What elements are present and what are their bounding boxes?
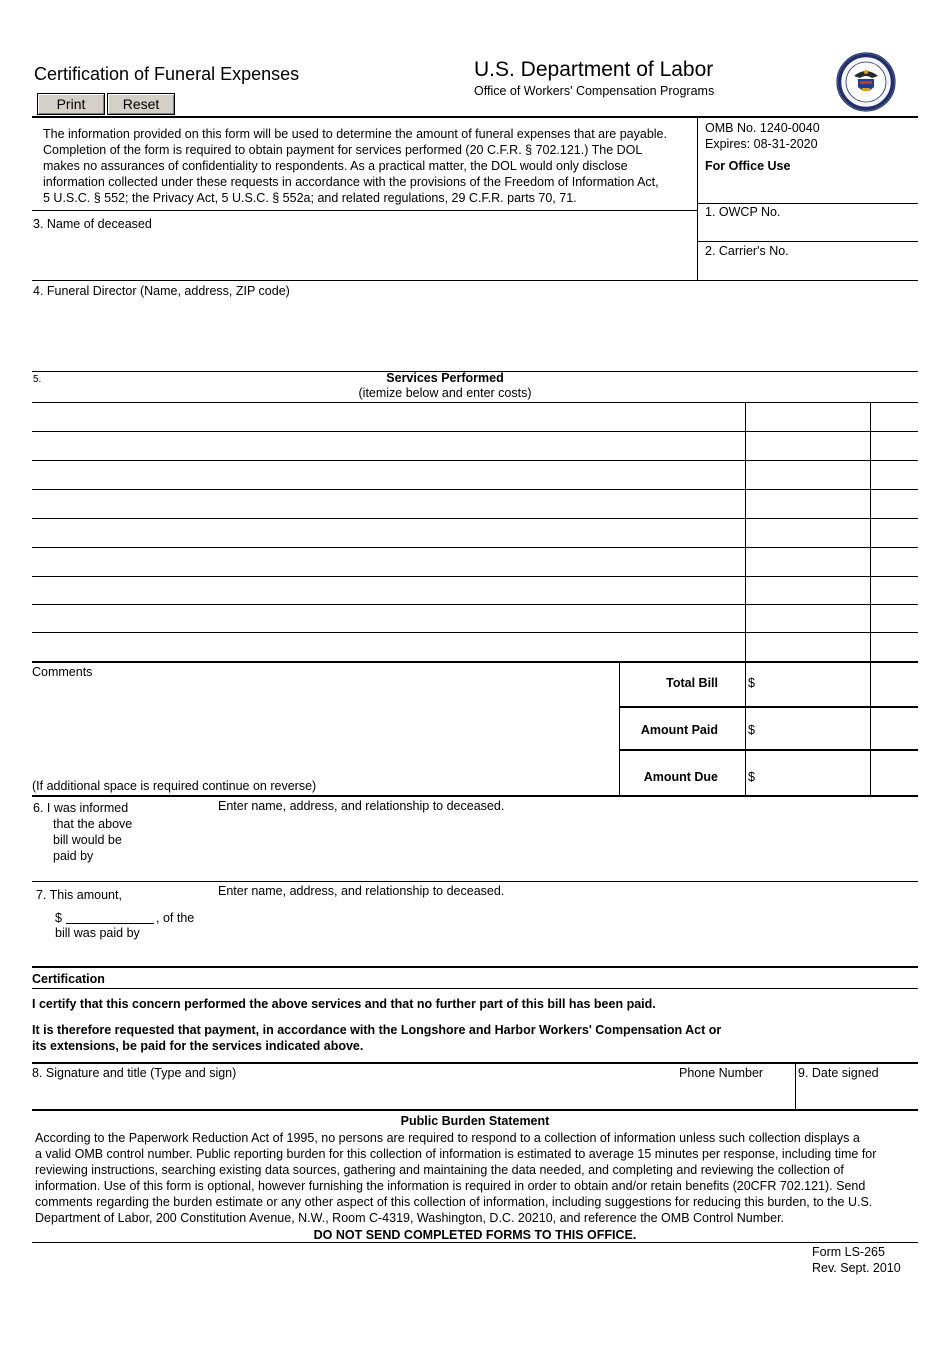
funeral-director-input[interactable] bbox=[40, 302, 910, 366]
print-button[interactable]: Print bbox=[37, 93, 105, 115]
amount-paid-text: Amount Paid bbox=[640, 723, 718, 737]
total-bill-text: Total Bill bbox=[666, 676, 718, 690]
amount-due-currency: $ bbox=[748, 770, 755, 784]
deceased-label: 3. Name of deceased bbox=[33, 217, 152, 231]
service-description-input[interactable] bbox=[38, 436, 738, 456]
signature-input[interactable] bbox=[38, 1083, 668, 1105]
service-description-input[interactable] bbox=[38, 465, 738, 485]
dol-seal-icon bbox=[836, 52, 896, 112]
service-cost-input[interactable] bbox=[750, 523, 865, 543]
amount-paid-label bbox=[620, 722, 740, 738]
actual-payer-input[interactable] bbox=[218, 903, 908, 959]
service-cost-input[interactable] bbox=[750, 580, 865, 600]
phone-input[interactable] bbox=[679, 1083, 789, 1105]
owcp-label: 1. OWCP No. bbox=[705, 205, 781, 219]
form-title: Certification of Funeral Expenses bbox=[34, 64, 300, 84]
item-5-number: 5. bbox=[33, 374, 42, 385]
service-cost-input[interactable] bbox=[750, 494, 865, 514]
signature-label: 8. Signature and title (Type and sign) bbox=[32, 1066, 237, 1080]
burden-line: Department of Labor, 200 Constitution Avenue, N.W., Room C-4319, Washington, D.C. 20210, and reference the OMB Control Number. bbox=[35, 1211, 785, 1225]
burden-statement bbox=[35, 1130, 915, 1226]
item-7-label: 7. This amount, bbox=[36, 888, 122, 902]
burden-line: According to the Paperwork Reduction Act of 1995, no persons are required to respond to a collection of information unless such collection displays a bbox=[35, 1131, 860, 1145]
privacy-notice bbox=[43, 126, 693, 206]
total-bill-label bbox=[620, 675, 740, 691]
item-7-of-the: , of the bbox=[156, 911, 195, 925]
reset-button[interactable]: Reset bbox=[107, 93, 175, 115]
service-description-input[interactable] bbox=[38, 608, 738, 628]
comments-input[interactable] bbox=[38, 684, 612, 770]
service-cost-input[interactable] bbox=[750, 436, 865, 456]
notice-line: The information provided on this form will be used to determine the amount of funeral expenses that are payable. bbox=[43, 127, 667, 141]
service-cost-input[interactable] bbox=[750, 636, 865, 656]
service-description-input[interactable] bbox=[38, 494, 738, 514]
agency-title: U.S. Department of Labor bbox=[474, 58, 714, 81]
certification-request-line: its extensions, be paid for the services indicated above. bbox=[32, 1039, 364, 1053]
date-signed-label: 9. Date signed bbox=[798, 1066, 879, 1080]
do-not-send-warning: DO NOT SEND COMPLETED FORMS TO THIS OFFICE. bbox=[313, 1228, 637, 1242]
item-6-line: bill would be bbox=[53, 833, 122, 847]
item-6-instruction: Enter name, address, and relationship to deceased. bbox=[218, 799, 505, 813]
omb-expires: Expires: 08-31-2020 bbox=[705, 137, 818, 151]
item-6-label bbox=[33, 800, 132, 864]
amount-paid-by-input[interactable] bbox=[66, 907, 154, 924]
notice-line: makes no assurances of confidentiality to respondents. As a practical matter, the DOL would only disclose bbox=[43, 159, 628, 173]
comments-note: (If additional space is required continue on reverse) bbox=[32, 779, 317, 793]
form-number: Form LS-265 bbox=[812, 1245, 885, 1259]
phone-label: Phone Number bbox=[679, 1066, 764, 1080]
notice-line: 5 U.S.C. § 552; the Privacy Act, 5 U.S.C. § 552a; and related regulations, 29 C.F.R. parts 70, 71. bbox=[43, 191, 577, 205]
carrier-label: 2. Carrier's No. bbox=[705, 244, 789, 258]
certification-heading: Certification bbox=[32, 972, 105, 986]
service-cost-input[interactable] bbox=[750, 608, 865, 628]
notice-line: Completion of the form is required to obtain payment for services performed (20 C.F.R. § 702.121.) The DOL bbox=[43, 143, 643, 157]
item-6-line: 6. I was informed bbox=[33, 801, 129, 815]
informed-payer-input[interactable] bbox=[218, 818, 908, 874]
office-subtitle: Office of Workers' Compensation Programs bbox=[474, 84, 715, 98]
form-revision: Rev. Sept. 2010 bbox=[812, 1261, 901, 1275]
service-description-input[interactable] bbox=[38, 552, 738, 572]
deceased-input[interactable] bbox=[40, 236, 690, 272]
service-cost-input[interactable] bbox=[750, 465, 865, 485]
omb-number: OMB No. 1240-0040 bbox=[705, 121, 820, 135]
funeral-director-label: 4. Funeral Director (Name, address, ZIP code) bbox=[33, 284, 290, 298]
amount-paid-input[interactable] bbox=[758, 720, 866, 740]
amount-due-input[interactable] bbox=[758, 767, 866, 787]
notice-line: information collected under these requests in accordance with the provisions of the Freedom of Information Act, bbox=[43, 175, 659, 189]
owcp-input[interactable] bbox=[705, 221, 910, 239]
amount-due-text: Amount Due bbox=[643, 770, 718, 784]
date-signed-input[interactable] bbox=[800, 1083, 912, 1105]
service-cost-input[interactable] bbox=[750, 552, 865, 572]
amount-paid-currency: $ bbox=[748, 723, 755, 737]
certification-statement: I certify that this concern performed the above services and that no further part of this bill has been paid. bbox=[32, 997, 656, 1011]
certification-request-line: It is therefore requested that payment, in accordance with the Longshore and Harbor Workers' Compensation Act or bbox=[32, 1023, 722, 1037]
item-7-instruction: Enter name, address, and relationship to deceased. bbox=[218, 884, 505, 898]
total-bill-input[interactable] bbox=[758, 673, 866, 693]
office-use-label: For Office Use bbox=[705, 159, 791, 173]
burden-line: comments regarding the burden estimate or any other aspect of this collection of information, including suggestions for reducing this burden, to the U.S. bbox=[35, 1195, 873, 1209]
carrier-input[interactable] bbox=[705, 259, 910, 277]
burden-line: reviewing instructions, searching existing data sources, gathering and maintaining the data needed, and completing and reviewing the collection of bbox=[35, 1163, 844, 1177]
item-6-line: paid by bbox=[53, 849, 94, 863]
service-cost-input[interactable] bbox=[750, 407, 865, 427]
burden-line: a valid OMB control number. Public reporting burden for this collection of information is estimated to average 15 minutes per response, including time for bbox=[35, 1147, 877, 1161]
services-title: Services Performed bbox=[386, 371, 504, 385]
item-7-paid-by: bill was paid by bbox=[55, 926, 140, 940]
service-description-input[interactable] bbox=[38, 636, 738, 656]
burden-heading: Public Burden Statement bbox=[400, 1114, 550, 1128]
services-subtitle: (itemize below and enter costs) bbox=[358, 386, 532, 400]
service-description-input[interactable] bbox=[38, 523, 738, 543]
item-6-line: that the above bbox=[53, 817, 133, 831]
item-7-currency: $ bbox=[55, 911, 62, 925]
comments-label: Comments bbox=[32, 665, 93, 679]
burden-line: information. Use of this form is optional, however furnishing the information is required in order to obtain and/or retain benefits (20CFR 702.121). Send bbox=[35, 1179, 866, 1193]
total-bill-currency: $ bbox=[748, 676, 755, 690]
service-description-input[interactable] bbox=[38, 407, 738, 427]
amount-due-label bbox=[620, 769, 740, 785]
service-description-input[interactable] bbox=[38, 580, 738, 600]
